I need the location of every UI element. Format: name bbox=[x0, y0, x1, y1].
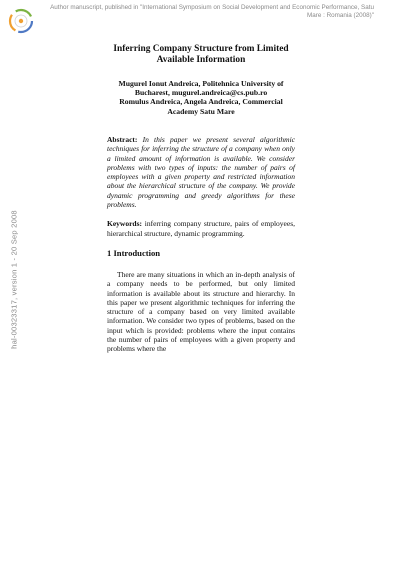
paper-body bbox=[107, 44, 295, 354]
hal-logo-icon bbox=[8, 8, 34, 34]
publication-notice: Author manuscript, published in "International Symposium on Social Development and Economic Performance, Satu Mare : Romania (2008)" bbox=[50, 4, 374, 19]
hal-archive-stamp: hal-00323317, version 1 - 20 Sep 2008 bbox=[9, 210, 19, 349]
author-line: Romulus Andreica, Angela Andreica, Commercial Academy Satu Mare bbox=[119, 97, 283, 116]
author-line: Mugurel Ionut Andreica, Politehnica University of Bucharest, mugurel.andreica@cs.pub.ro bbox=[118, 78, 284, 98]
keywords-text: inferring company structure, pairs of employees, hierarchical structure, dynamic programming. bbox=[107, 219, 295, 238]
keywords bbox=[107, 219, 295, 238]
abstract bbox=[107, 135, 295, 209]
keywords-label: Keywords: bbox=[107, 219, 142, 229]
author-block bbox=[107, 79, 295, 116]
abstract-text: In this paper we present several algorithmic techniques for inferring the structure of a company when only a limited amount of information is available. We consider problems with two types of inputs: the number of pairs of employees with a given property and restricted information about the hierarchical structure of the company. We provide dynamic programming and greedy algorithms for these problems. bbox=[107, 135, 295, 210]
section-heading: 1 Introduction bbox=[107, 247, 161, 258]
intro-paragraph: There are many situations in which an in-depth analysis of a company needs to be performed, but only limited information is available about its structure and hierarchy. In this paper we present algorithmic techniques for inferring the structure of a company based on very limited available information. We consider two types of problems, based on the input which is provided: problems where the input contains the number of pairs of employees with a given property and problems where the bbox=[107, 269, 295, 354]
paper-title: Inferring Company Structure from Limited Available Information bbox=[113, 44, 289, 66]
abstract-label: Abstract: bbox=[107, 135, 138, 144]
